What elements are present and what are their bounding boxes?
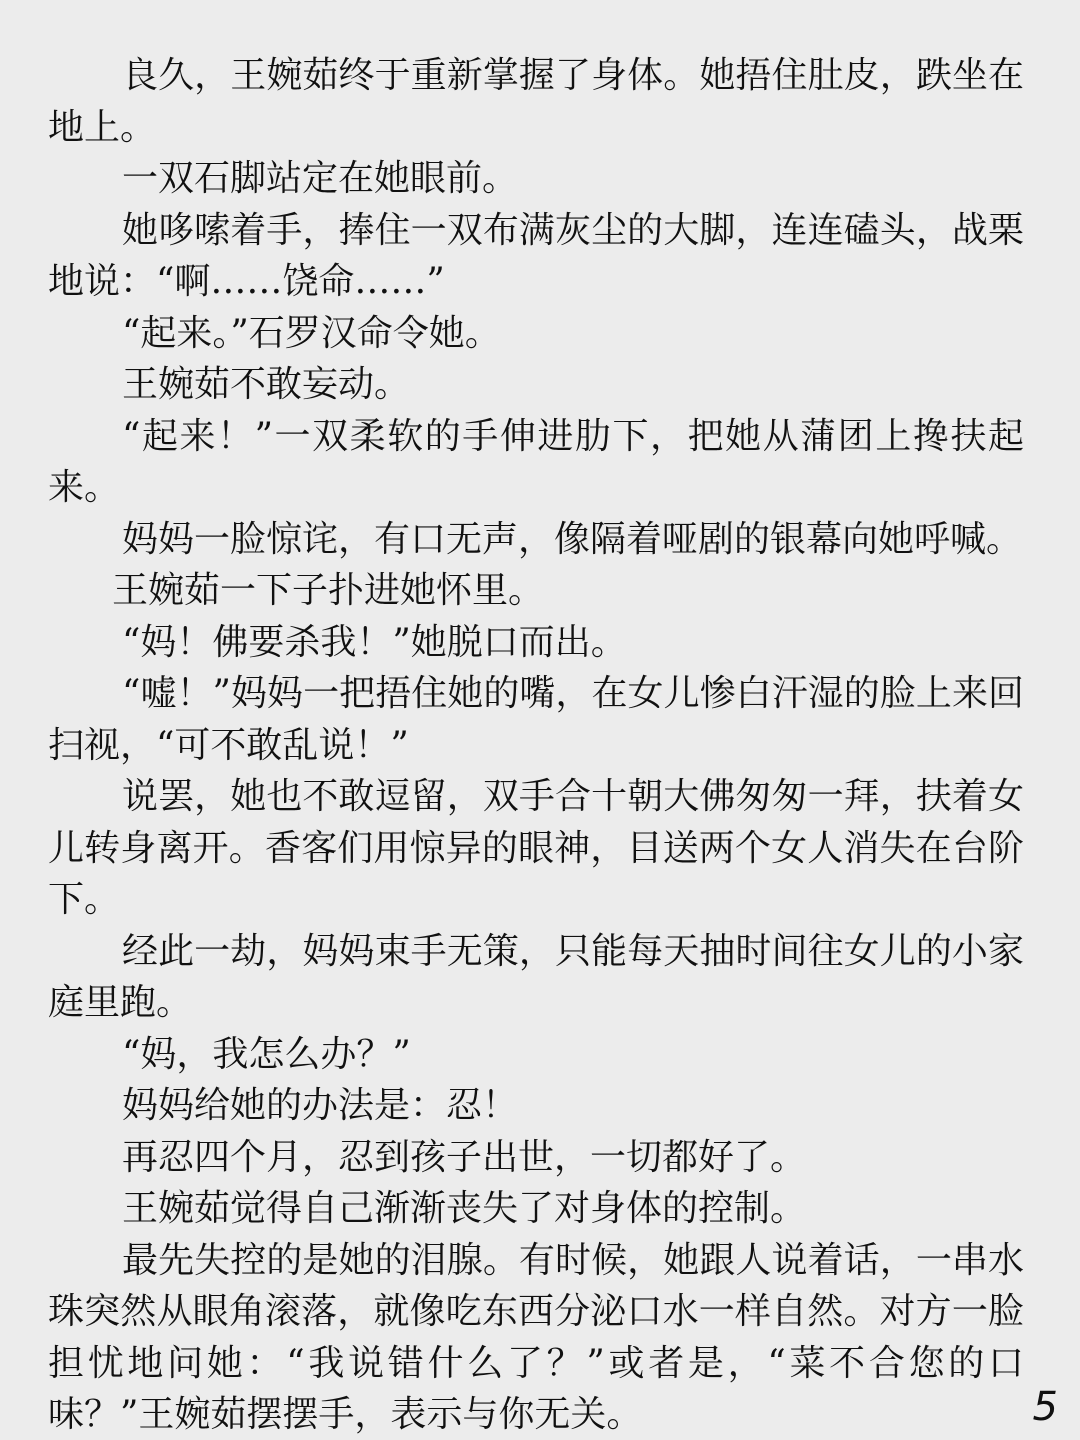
paragraph: 王婉茹一下子扑进她怀里。 — [112, 570, 545, 611]
page-number: 5 — [1032, 1384, 1058, 1430]
paragraph: “妈，我怎么办？” — [122, 1033, 411, 1075]
paragraph: “起来。”石罗汉命令她。 — [122, 312, 501, 354]
paragraph: 经此一劫，妈妈束手无策，只能每天抽时间往女儿的小家庭里跑。 — [48, 930, 1024, 1023]
paragraph: 再忍四个月，忍到孩子出世，一切都好了。 — [122, 1136, 807, 1178]
paragraph: 妈妈一脸惊诧，有口无声，像隔着哑剧的银幕向她呼喊。 — [122, 518, 1023, 560]
paragraph: 王婉茹觉得自己渐渐丧失了对身体的控制。 — [122, 1188, 807, 1229]
paragraph: “起来！”一双柔软的手伸进肋下，把她从蒲团上搀扶起来。 — [48, 415, 1024, 508]
paragraph: 王婉茹不敢妄动。 — [122, 364, 411, 405]
paragraph: 妈妈给她的办法是：忍！ — [122, 1085, 519, 1126]
paragraph: 良久，王婉茹终于重新掌握了身体。她捂住肚皮，跌坐在地上。 — [48, 55, 1024, 148]
paragraph: 最先失控的是她的泪腺。有时候，她跟人说着话，一串水珠突然从眼角滚落，就像吃东西分泌口水一样自然。对方一脸担忧地问她：“我说错什么了？”或者是，“菜不合您的口味？”王婉茹摆摆手，表示与你无关。 — [48, 1239, 1024, 1435]
paragraph: “嘘！”妈妈一把捂住她的嘴，在女儿惨白汗湿的脸上来回扫视，“可不敢乱说！” — [48, 673, 1024, 766]
paragraph: 说罢，她也不敢逗留，双手合十朝大佛匆匆一拜，扶着女儿转身离开。香客们用惊异的眼神，目送两个女人消失在台阶下。 — [48, 776, 1024, 920]
paragraph: 她哆嗦着手，捧住一双布满灰尘的大脚，连连磕头，战栗地说：“啊……饶命……” — [48, 209, 1024, 302]
paragraph: 一双石脚站定在她眼前。 — [122, 158, 519, 199]
document-page — [48, 50, 1024, 1440]
paragraph: “妈！佛要杀我！”她脱口而出。 — [122, 621, 627, 663]
